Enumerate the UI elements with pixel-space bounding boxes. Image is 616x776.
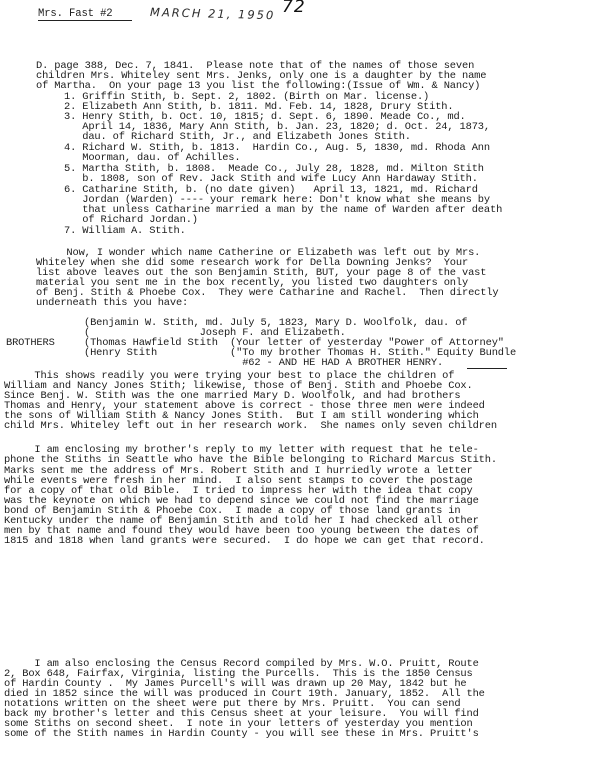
text-line: Kentucky under the name of Benjamin Stith and told her I had checked all other [4,515,479,527]
list-item: 4. Richard W. Stith, b. 1813. Hardin Co., Aug. 5, 1830, md. Rhoda Ann [64,142,490,154]
text-line: I am also enclosing the Census Record compiled by Mrs. W.O. Pruitt, Route [4,658,479,670]
list-item: that unless Catharine married a man by the name of Warden after death [64,204,503,216]
text-line: was the keynote on which we had to depend since we could not find the marriage [4,495,479,507]
text-line: underneath this you have: [36,297,189,309]
text-line: of Martha. On your page 13 you list the following:(Issue of Wm. & Nancy) [36,80,481,92]
text-line: I am enclosing my brother's reply to my letter with request that he tele- [4,444,479,456]
handwritten-date: MARCH 21, 1950 [149,5,276,23]
henry-underline [467,368,507,369]
list-item: April 14, 1836, Mary Ann Stith, b. Jan. 23, 1820; d. Oct. 24, 1873, [64,121,490,133]
text-line: material you sent me in the box recently, you listed two daughters only [36,277,469,289]
text-line: notations written on the sheet were put there by Mrs. Pruitt. You can send [4,698,461,710]
list-item: of Richard Jordan.) [64,214,198,226]
list-item: 2. Elizabeth Ann Stith, b. 1811. Md. Feb. 14, 1828, Drury Stith. [64,101,454,113]
text-line: Now, I wonder which name Catherine or Elizabeth was left out by Mrs. [36,247,481,259]
text-line: Whiteley when she did some research work for Della Downing Jenks? Your [36,257,469,269]
list-item: dau. of Richard Stith, Jr., and Elizabeth Jones Stith. [64,131,411,143]
text-line: 1815 and 1818 when land grants were secured. I do hope we can get that record. [4,535,485,547]
text-line: (Thomas Hawfield Stith (Your letter of yesterday "Power of Attorney" [84,337,504,349]
text-line: some Stiths on second sheet. I note in your letters of yesterday you mention [4,718,473,730]
list-item: 6. Catharine Stith, b. (no date given) April 13, 1821, md. Richard [64,184,478,196]
text-line: child Mrs. Whiteley left out in her research work. She names only seven children [4,420,497,432]
list-item: 1. Griffin Stith, b. Sept. 2, 1802. (Birth on Mar. license.) [64,91,430,103]
text-line: (Benjamin W. Stith, md. July 5, 1823, Mary D. Woolfolk, dau. of [84,317,468,329]
handwritten-page-number: 72 [282,0,306,17]
text-line: 2, Box 648, Fairfax, Virginia, listing the Purcells. This is the 1850 Census [4,668,473,680]
list-item: 3. Henry Stith, b. Oct. 10, 1815; d. Sept. 6, 1890. Meade Co., md. [64,111,466,123]
list-item: 7. William A. Stith. [64,225,186,237]
letter-heading: Mrs. Fast #2 [38,8,113,20]
text-line: William and Nancy Jones Stith; likewise, those of Benj. Stith and Phoebe Cox. [4,380,473,392]
text-line: phone the Stiths in Seattle who have the Bible belonging to Richard Marcus Stith. [4,454,497,466]
text-line: back my brother's letter and this Census sheet at your leisure. You will find [4,708,479,720]
text-line: Since Benj. W. Stith was the one married Mary D. Woolfolk, and had brothers [4,390,461,402]
text-line: while events were fresh in her mind. I also sent stamps to cover the postage [4,475,473,487]
text-line: Thomas and Henry, your statement above is correct - those three men were indeed [4,400,485,412]
text-line: some of the Stith names in Hardin County - you will see these in Mrs. Pruitt's [4,728,479,740]
list-item: Moorman, dau. of Achilles. [64,152,241,164]
text-line: This shows readily you were trying your best to place the children of [4,370,455,382]
text-line: died in 1852 since the will was produced in Court 19th. January, 1852. All the [4,688,485,700]
text-line: for a copy of that old Bible. I tried to impress her with the idea that copy [4,485,473,497]
list-item: b. 1808, son of Rev. Jack Stith and wife Lucy Ann Hardaway Stith. [64,173,478,185]
text-line: of Benj. Stith & Phoebe Cox. They were Catharine and Rachel. Then directly [36,287,499,299]
list-item: 5. Martha Stith, b. 1808. Meade Co., July 28, 1828, md. Milton Stith [64,163,484,175]
text-line: Marks sent me the address of Mrs. Robert Stith and I hurriedly wrote a letter [4,465,473,477]
heading-underline [38,20,132,21]
list-item: Jordan (Warden) ---- your remark here: Don't know what she means by [64,194,490,206]
text-line: ( Joseph F. and Elizabeth. [84,327,346,339]
text-line: children Mrs. Whiteley sent Mrs. Jenks, only one is a daughter by the name [36,70,487,82]
text-line: D. page 388, Dec. 7, 1841. Please note that of the names of those seven [36,60,475,72]
text-line: the sons of William Stith & Nancy Jones Stith. But I am still wondering which [4,410,479,422]
text-line: bond of Benjamin Stith & Phoebe Cox. I made a copy of those land grants in [4,505,461,517]
text-line: men by that name and found they would have been too young between the dates of [4,525,479,537]
text-line: of Hardin County . My James Purcell's will was drawn up 20 May, 1842 but he [4,678,467,690]
brothers-label: BROTHERS [6,337,55,349]
text-line: (Henry Stith ("To my brother Thomas H. Stith." Equity Bundle [84,347,517,359]
text-line: list above leaves out the son Benjamin Stith, BUT, your page 8 of the vast [36,267,487,279]
text-line: #62 - AND HE HAD A BROTHER HENRY. [84,357,444,369]
